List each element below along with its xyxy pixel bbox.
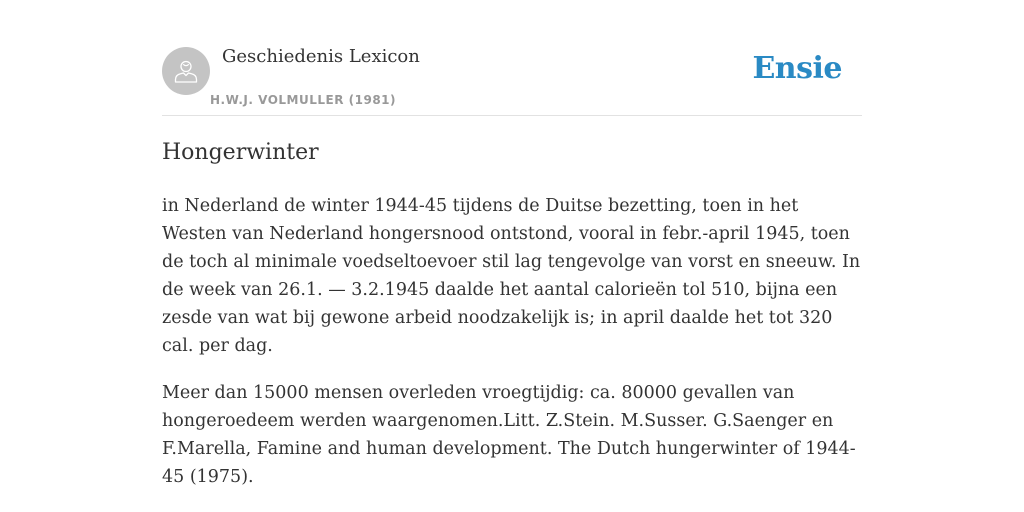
article-title: Hongerwinter	[162, 140, 319, 165]
ensie-logo[interactable]: Ensie	[752, 51, 842, 86]
avatar[interactable]	[162, 47, 210, 95]
article-paragraph: in Nederland de winter 1944-45 tijdens de Duitse bezetting, toen in het Westen van Nederland hongersnood ontstond, vooral in febr.-april 1945, toen de toch al minimale voedseltoevoer stil lag tengevolge van vorst en sneeuw. In de week van 26.1. — 3.2.1945 daalde het aantal calorieën tol 510, bijna een zesde van wat bij gewone arbeid noodzakelijk is; in april daalde het tot 320 cal. per dag.	[162, 196, 861, 356]
article-paragraph: Meer dan 15000 mensen overleden vroegtijdig: ca. 80000 gevallen van hongeroedeem werden waargenomen.Litt. Z.Stein. M.Susser. G.Saenger en F.Marella, Famine and human development. The Dutch hungerwinter of 1944-45 (1975).	[162, 383, 856, 487]
article-body	[162, 192, 862, 510]
user-icon	[171, 56, 201, 86]
author-label[interactable]: H.W.J. VOLMULLER (1981)	[210, 93, 397, 107]
article-header	[162, 0, 862, 116]
lexicon-name-link[interactable]: Geschiedenis Lexicon	[222, 46, 420, 67]
article-card	[162, 0, 862, 487]
